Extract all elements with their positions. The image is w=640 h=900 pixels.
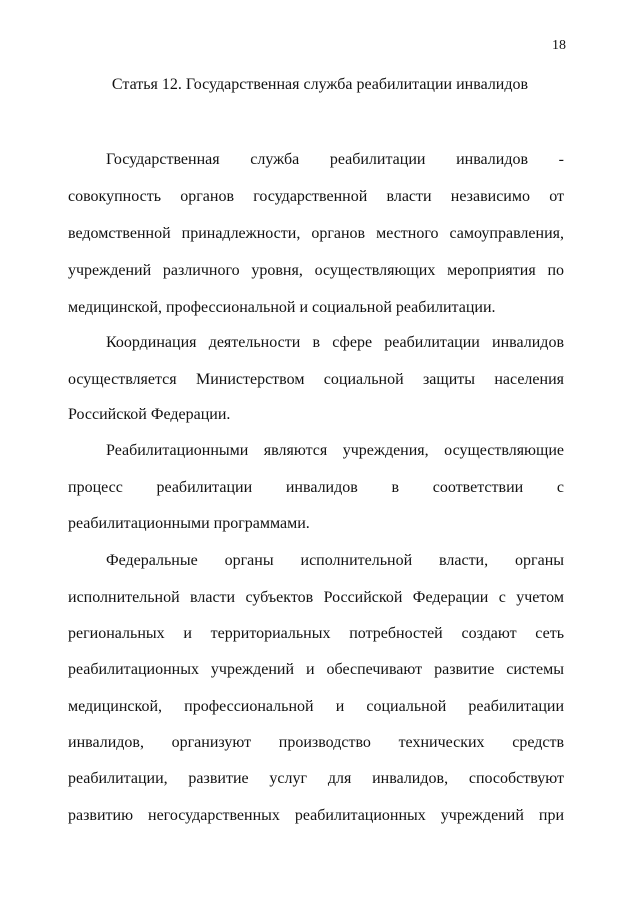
text-line: осуществляется Министерством социальной защиты населения — [68, 371, 564, 388]
text-line: медицинской, профессиональной и социальной реабилитации. — [68, 299, 496, 316]
text-line: реабилитационных учреждений и обеспечивают развитие системы — [68, 661, 564, 678]
text-line: ведомственной принадлежности, органов местного самоуправления, — [68, 225, 564, 242]
text-line: региональных и территориальных потребностей создают сеть — [68, 625, 564, 642]
page-number: 18 — [552, 38, 566, 53]
text-line: Реабилитационными являются учреждения, осуществляющие — [106, 442, 564, 459]
text-line: развитию негосударственных реабилитационных учреждений при — [68, 807, 564, 824]
text-line: учреждений различного уровня, осуществляющих мероприятия по — [68, 262, 564, 279]
text-line: Федеральные органы исполнительной власти, органы — [106, 552, 564, 569]
text-line: процесс реабилитации инвалидов в соответствии с — [68, 479, 564, 496]
text-line: Координация деятельности в сфере реабилитации инвалидов — [106, 334, 564, 351]
article-title: Статья 12. Государственная служба реабилитации инвалидов — [111, 76, 529, 93]
text-line: исполнительной власти субъектов Российской Федерации с учетом — [68, 589, 564, 606]
text-line: Государственная служба реабилитации инвалидов - — [106, 151, 564, 168]
text-line: инвалидов, организуют производство технических средств — [68, 734, 564, 751]
text-line: реабилитации, развитие услуг для инвалидов, способствуют — [68, 770, 564, 787]
text-line: медицинской, профессиональной и социальной реабилитации — [68, 698, 564, 715]
text-line: Российской Федерации. — [68, 406, 231, 423]
text-line: реабилитационными программами. — [68, 515, 310, 532]
text-line: совокупность органов государственной власти независимо от — [68, 188, 564, 205]
